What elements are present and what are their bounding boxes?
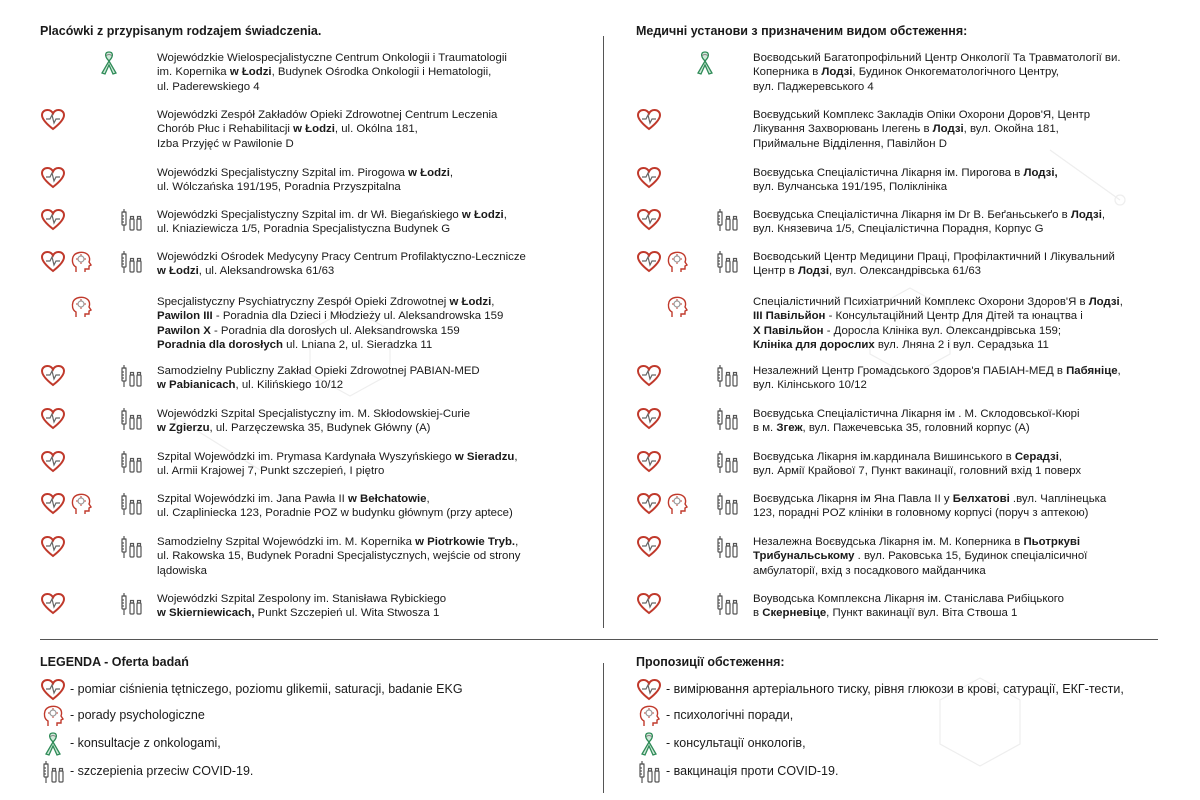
head-brain-icon [664,295,690,319]
facility-text-line [753,250,1193,264]
facility-text-bold: ІІІ Павільйон [753,310,826,323]
heart-ekg-icon [636,492,662,516]
facility-text [753,166,1193,195]
legend-item-text: - szczepienia przeciw COVID-19. [70,764,254,778]
facility-text-bold: Лодзі [821,66,853,79]
heart-ekg-icon [636,450,662,474]
facility-text-line [753,324,1193,338]
facility-text [753,407,1193,436]
facility-text-segment: ul. Rakowska 15, Budynek Poradni Specjalistycznych, wejście od strony [157,550,521,563]
facility-text-segment: , ul. Parzęczewska 35, Budynek Główny (A) [209,422,431,435]
heart-ekg-icon [636,364,662,388]
heart-ekg-icon [40,592,66,616]
facility-text [753,208,1193,237]
facility-text [753,108,1193,151]
facility-text-segment: Wojewódzki Specjalistyczny Szpital im. dr Wł. Biegańskiego [157,209,462,221]
facility-text-segment: вул. Лняна 2 і вул. Серадзька 11 [874,339,1049,352]
facility-text-line [753,338,1193,352]
facility-text-bold: Х Павільйон [753,324,824,337]
facility-text-segment: Wojewódzkie Wielospecjalistyczne Centrum Onkologii i Traumatologii [157,52,507,64]
facility-text-bold: Лодзі, [1023,167,1058,179]
facility-text-line [753,606,1193,620]
facility-text-line [157,166,597,180]
facility-text-segment: Izba Przyjęć w Pawilonie D [157,137,294,150]
facility-text-bold: w Skierniewicach, [157,607,255,620]
facility-text-bold: Белхатові [952,493,1010,505]
facility-text-segment: Wojewódzki Szpital Specjalistyczny im. M. Skłodowskiej-Curie [157,408,471,420]
facility-text-segment: 123, порадні POZ клініки в головному корпусі (поруч з аптекою) [753,507,1089,520]
facility-text-line [157,180,597,194]
cancer-ribbon-icon [636,732,662,756]
heart-ekg-icon [40,535,66,559]
facility-text-segment: ul. Kniaziewicza 1/5, Poradnia Specjalistyczna Budynek G [157,223,451,236]
facility-entry [40,592,600,642]
facility-entry [40,250,600,300]
facility-text-line [753,65,1193,79]
facility-text-segment: , [514,451,518,463]
facility-text-segment: Szpital Wojewódzki im. Prymasa Kardynała Wyszyńskiego [157,451,455,463]
heart-ekg-icon [636,678,662,702]
facility-text-segment: Воєвудська Спеціалістична Лікарня ім Dr В. Беґаньськеґо в [753,209,1071,221]
facility-text-segment: , ul. Kilińskiego 10/12 [235,379,344,392]
facility-entry [636,295,1196,352]
vaccine-icon [40,760,66,784]
facility-text-bold: Пабяніце [1066,365,1118,377]
facility-text-line [753,421,1193,435]
facility-text [157,51,597,94]
facility-text-line [157,65,597,79]
facility-text-bold: Лодзі [1088,296,1120,308]
facility-text-segment: Punkt Szczepień ul. Wita Stwosza 1 [254,607,440,620]
facility-text-line [157,122,597,136]
cancer-ribbon-icon [692,51,718,75]
facility-text-segment: Приймальне Відділення, Павілйон D [753,137,947,150]
facility-text [753,250,1193,279]
facility-entry [40,535,600,585]
heart-ekg-icon [40,407,66,431]
facility-text-line [753,309,1193,323]
heart-ekg-icon [636,592,662,616]
facility-text-segment: Незалежна Воєвудська Лікарня ім. М. Коперника в [753,536,1024,548]
facility-text-segment: Воєвудський Комплекс Закладів Опіки Охорони Доров'Я, Центр [753,109,1091,121]
facility-entry [636,250,1196,300]
head-brain-icon [68,492,94,516]
heart-ekg-icon [40,492,66,516]
facility-text-bold: w Sieradzu [454,451,515,463]
facility-text-line [157,250,597,264]
facility-text-segment: Спеціалістичний Психіатричний Комплекс Охорони Здоров'Я в [753,296,1089,308]
facility-text [753,51,1193,94]
heart-ekg-icon [40,166,66,190]
facility-text-line [753,364,1193,378]
facility-text-line [157,421,597,435]
facility-text [753,592,1193,621]
facility-text-line [157,51,597,65]
facility-text-segment: Центр в [753,265,798,278]
facility-text-line [753,166,1193,180]
facility-text-line [157,264,597,278]
facility-text-bold: w Zgierzu [157,422,210,435]
facility-text-line [753,80,1193,94]
vaccine-icon [714,492,740,516]
facility-text-line [157,324,597,338]
facility-text-line [753,549,1193,563]
facility-text-bold: w Łodzi [157,265,199,278]
facility-text [157,208,597,237]
facility-text-segment: , вул. Олександрівська 61/63 [828,265,981,278]
facility-text-bold: Трибунальському [753,550,855,563]
facility-text-bold: w Łodzi [461,209,504,221]
facility-text-bold: Пьотркуві [1023,536,1081,548]
facility-text-segment: вул. Вулчанська 191/195, Поліклініка [753,181,948,194]
facility-text-segment: в м. [753,422,777,435]
vaccine-icon [714,450,740,474]
facility-text-bold: Poradnia dla dorosłych [157,339,283,352]
facility-text-line [157,309,597,323]
vaccine-icon [118,364,144,388]
head-brain-icon [68,250,94,274]
facility-text-segment: амбулаторії, вхід з посадкового майданчика [753,564,986,577]
facility-text-line [753,264,1193,278]
facility-text-line [157,208,597,222]
facility-entry [636,108,1196,158]
facility-text-segment: Wojewódzki Zespół Zakładów Opieki Zdrowotnej Centrum Leczenia [157,109,498,121]
facility-text [157,250,597,279]
heart-ekg-icon [40,208,66,232]
facility-text-line [753,122,1193,136]
legend-item-text: - психологічні поради, [666,708,794,722]
facility-text-line [753,592,1193,606]
facility-text-line [157,378,597,392]
facility-text-segment: , Будинок Онкогематологічного Центру, [852,66,1059,79]
facility-text [157,407,597,436]
facility-text-segment: , [426,493,430,505]
vertical-divider [603,36,604,628]
facility-text-line [753,108,1193,122]
facility-text-line [753,222,1193,236]
vaccine-icon [714,208,740,232]
legend-item-text: - консультації онкологів, [666,736,806,750]
facility-text-segment: Szpital Wojewódzki im. Jana Pawła II [157,493,348,505]
facility-text-segment: , [449,167,454,179]
heart-ekg-icon [40,364,66,388]
cancer-ribbon-icon [40,732,66,756]
vaccine-icon [118,592,144,616]
facility-text-line [157,592,597,606]
facility-text-segment: , [503,209,507,221]
facility-text-segment: Wojewódzki Ośrodek Medycyny Pracy Centrum Profilaktyczno-Lecznicze [157,251,526,263]
facility-text-segment: ul. Paderewskiego 4 [157,80,260,93]
facility-text-segment: Воєвудська Лікарня ім.кардинала Вишинського в [753,451,1015,463]
heart-ekg-icon [636,535,662,559]
vaccine-icon [118,450,144,474]
legend-title-pl: LEGENDA - Oferta badań [40,655,189,669]
facility-text-segment: Воєвудська Спеціалістична Лікарня ім . М. Склодовської-Кюрі [753,408,1080,420]
facility-text-segment: вул. Кілінського 10/12 [753,379,867,392]
facility-text-segment: Воєвудська Лікарня ім Яна Павла II у [753,493,953,505]
facility-text-segment: вул. Армії Крайової 7, Пункт вакинації, головний вхід 1 поверх [753,465,1082,478]
facility-text-segment: , [515,536,519,548]
facility-text-bold: Лодзі [1070,209,1102,221]
vaccine-icon [118,407,144,431]
heart-ekg-icon [40,450,66,474]
head-brain-icon [664,492,690,516]
facility-text-segment: lądowiska [157,564,208,577]
facility-text-segment: .вул. Чаплінецька [1009,493,1107,505]
facility-text-line [753,208,1193,222]
facility-text-segment: вул. Князевича 1/5, Спеціалістична Порадня, Корпус G [753,223,1044,236]
facility-text [157,295,597,353]
vaccine-icon [118,208,144,232]
facility-text-line [157,222,597,236]
facility-text-segment: Specjalistyczny Psychiatryczny Zespół Opieki Zdrowotnej [157,296,450,308]
legend-item-text: - porady psychologiczne [70,708,205,722]
facility-text [157,592,597,621]
facility-text-segment: , [491,296,495,308]
facility-text-line [157,535,597,549]
left-column-title: Placówki z przypisanym rodzajem świadczenia. [40,24,322,38]
facility-text-bold: w Łodzi [449,296,492,308]
head-brain-icon [664,250,690,274]
head-brain-icon [636,704,662,728]
facility-text-segment: , [1058,451,1063,463]
facility-text-segment: - Доросла Клініка вул. Олександрівська 159; [823,324,1062,337]
facility-text-bold: Скерневіце [762,607,827,620]
facility-text-line [157,295,597,309]
facility-text-line [157,137,597,151]
facility-text [753,295,1193,353]
facility-text [753,492,1193,521]
facility-text-line [753,295,1193,309]
facility-text-bold: w Piotrkowie Tryb. [415,536,516,548]
facility-text-bold: Лодзі [797,265,829,278]
legend-item-text: - pomiar ciśnienia tętniczego, poziomu glikemii, saturacji, badanie EKG [70,682,463,696]
facility-text-segment: . вул. Раковська 15, Будинок спеціалісичної [854,550,1088,563]
facility-text-segment: вул. Паджеревського 4 [753,80,874,93]
facility-text-segment: , Пункт вакинації вул. Віта Ствоша 1 [826,607,1018,620]
facility-text-segment: , [1119,296,1123,308]
facility-text-line [157,80,597,94]
vaccine-icon [714,535,740,559]
vaccine-icon [118,250,144,274]
facility-text-segment: Wojewódzki Specjalistyczny Szpital im. Pirogowa [157,167,409,179]
facility-text-segment: ul. Czaplinieckа 123, Poradnie POZ w budynku głównym (przy aptece) [157,507,513,520]
vaccine-icon [714,592,740,616]
facility-text-line [753,450,1193,464]
facility-text-line [753,51,1193,65]
facility-text-bold: Згеж [776,422,803,435]
facility-text-segment: - Poradnia dla dorosłych ul. Aleksandrowska 159 [210,324,460,337]
facility-text-segment: , ul. Aleksandrowska 61/63 [198,265,335,278]
facility-text-bold: Pawilon III [157,310,213,323]
facility-text [157,450,597,479]
facility-text [157,492,597,521]
facility-text-segment: Chorób Płuc i Rehabilitacji [157,123,294,136]
facility-text-segment: Samodzielny Szpital Wojewódzki im. M. Kopernika [157,536,416,548]
facility-text-line [157,492,597,506]
facility-text-segment: , [1101,209,1106,221]
facility-entry [40,295,600,352]
vaccine-icon [636,760,662,784]
facility-text-line [753,378,1193,392]
facility-text-segment: в [753,607,763,620]
facility-text-line [753,506,1193,520]
facility-text-line [157,407,597,421]
facility-text-segment: , вул. Пажечевська 35, головний корпус (А) [802,422,1030,435]
facility-text-bold: w Pabianicach [157,379,236,392]
facility-text-segment: Воєводський Центр Медицини Праці, Профілактичний І Лікувальний [753,251,1115,263]
head-brain-icon [68,295,94,319]
facility-text-segment: , ul. Okólna 181, [334,123,418,136]
facility-text-line [753,564,1193,578]
facility-text [157,108,597,151]
heart-ekg-icon [636,208,662,232]
facility-entry [40,51,600,101]
facility-text-segment: , вул. Окойна 181, [963,123,1059,136]
vaccine-icon [118,535,144,559]
facility-text-line [157,464,597,478]
cancer-ribbon-icon [96,51,122,75]
facility-text-segment: Воєводський Багатопрофільний Центр Онкології Та Травматології ви. [753,52,1121,64]
heart-ekg-icon [636,108,662,132]
legend-item-text: - вакцинація проти COVID-19. [666,764,839,778]
facility-entry [636,535,1196,585]
facility-text-bold: Лодзі [932,123,964,136]
facility-text-line [157,564,597,578]
vaccine-icon [714,364,740,388]
facility-text-line [753,137,1193,151]
heart-ekg-icon [40,108,66,132]
facility-text-segment: , Budynek Ośrodka Onkologii i Hematologii, [271,66,492,79]
facility-text-line [157,338,597,352]
facility-text-line [753,492,1193,506]
vaccine-icon [714,407,740,431]
facility-entry [636,51,1196,101]
facility-text-segment: im. Kopernika [157,66,230,79]
facility-text-line [753,535,1193,549]
facility-text-segment: Воєвудська Спеціалістична Лікарня ім. Пирогова в [753,167,1024,179]
head-brain-icon [40,704,66,728]
facility-text-segment: Wojewódzki Szpital Zespolony im. Stanisława Rybickiego [157,593,447,605]
facility-text-segment: Samodzielny Publiczny Zakład Opieki Zdrowotnej PABIAN-MED [157,365,480,377]
facility-text-line [157,108,597,122]
facility-text-segment: Незалежний Центр Громадського Здоров'я ПАБІАН-МЕД в [753,365,1067,377]
facility-text [157,166,597,195]
facility-text-segment: ul. Armii Krajowej 7, Punkt szczepień, I piętro [157,465,385,478]
heart-ekg-icon [636,166,662,190]
facility-text-line [157,606,597,620]
facility-text-segment: ul. Lniana 2, ul. Sieradzka 11 [282,339,433,352]
facility-entry [636,592,1196,642]
facility-text-line [753,180,1193,194]
facility-text-bold: w Bełchatowie [347,493,427,505]
facility-text-bold: w Łodzi [408,167,450,179]
facility-text-line [157,506,597,520]
facility-text-bold: Клініка для дорослих [753,339,875,352]
right-column-title: Медичні установи з призначеним видом обстеження: [636,24,968,38]
facility-text-segment: Воуводська Комплексна Лікарня ім. Станіслава Рибіцького [753,593,1065,605]
facility-text-bold: Серадзі [1014,451,1059,463]
legend-title-uk: Пропозиції обстеження: [636,655,785,669]
facility-text-bold: w Łodzi [229,66,272,79]
heart-ekg-icon [636,407,662,431]
facility-text-segment: Лікування Захворювань Ілегень в [753,123,933,136]
facility-text-segment: - Консультаційний Центр Для Дітей та юнацтва і [825,310,1083,323]
facility-text-line [157,549,597,563]
legend-item-text: - вимірювання артеріального тиску, рівня глюкози в крові, сатурації, ЕКГ-тести, [666,682,1124,696]
heart-ekg-icon [40,250,66,274]
facility-text-line [157,450,597,464]
facility-text [753,450,1193,479]
facility-entry [40,108,600,158]
legend-vertical-divider [603,663,604,793]
facility-text [157,364,597,393]
vaccine-icon [714,250,740,274]
facility-text-bold: w Łodzi [293,123,335,136]
heart-ekg-icon [636,250,662,274]
facility-text [753,364,1193,393]
facility-text-line [753,407,1193,421]
facility-text-segment: Коперника в [753,66,822,79]
facility-text-segment: - Poradnia dla Dzieci i Młodzieży ul. Aleksandrowska 159 [212,310,504,323]
horizontal-divider [40,639,1158,640]
facility-text-line [157,364,597,378]
legend-item-text: - konsultacje z onkologami, [70,736,221,750]
facility-text-line [753,464,1193,478]
facility-text-bold: Pawilon X [157,324,211,337]
facility-text [753,535,1193,578]
facility-text-segment: ul. Wólczańska 191/195, Poradnia Przyszpitalna [157,181,401,194]
facility-text-segment: , [1117,365,1121,377]
heart-ekg-icon [40,678,66,702]
vaccine-icon [118,492,144,516]
facility-text [157,535,597,578]
